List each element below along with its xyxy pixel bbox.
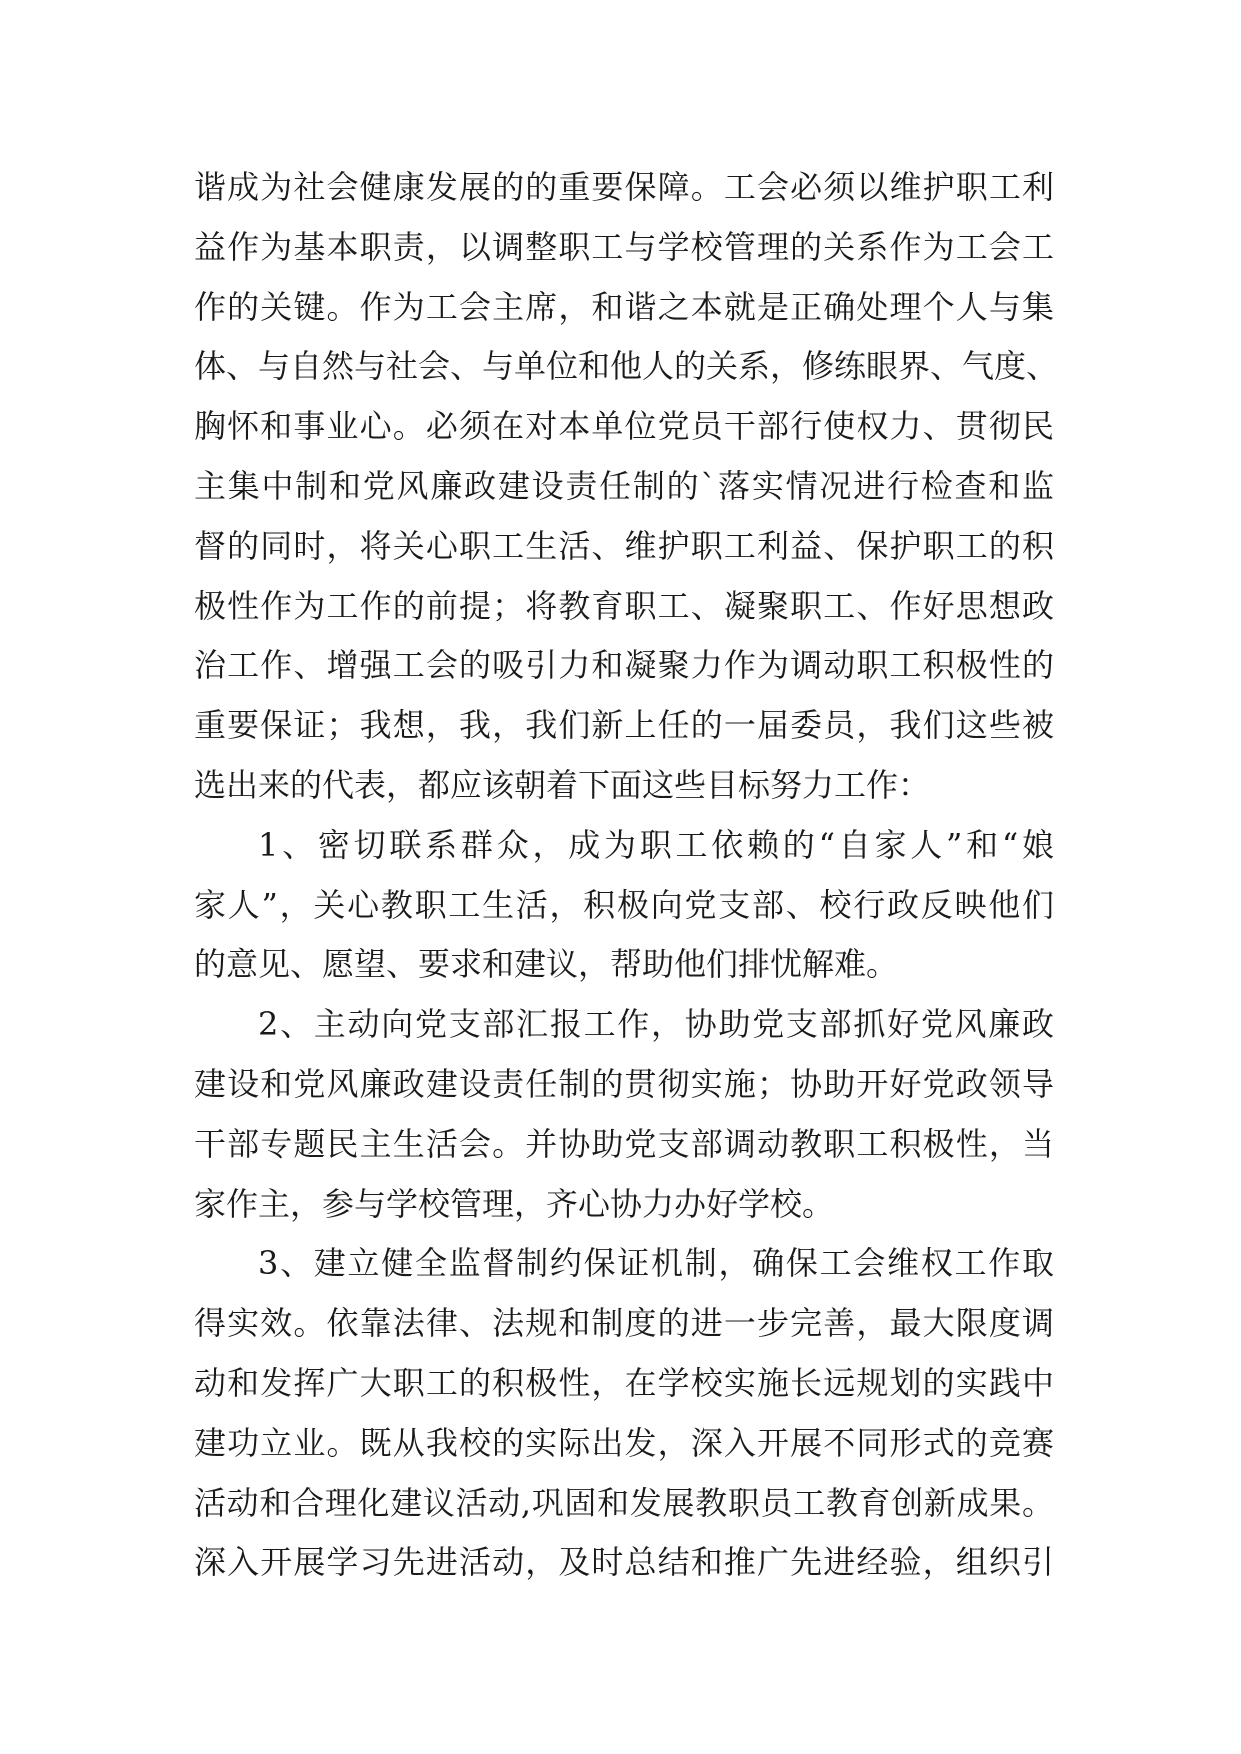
text-line: 治工作、增强工会的吸引力和凝聚力作为调动职工积极性的 (194, 646, 1054, 685)
text-line: 得实效。依靠法律、法规和制度的进一步完善，最大限度调 (194, 1304, 1054, 1343)
text-line: 益作为基本职责，以调整职工与学校管理的关系作为工会工 (194, 227, 1054, 266)
text-line: 主集中制和党风廉政建设责任制的`落实情况进行检查和监 (194, 466, 1054, 505)
text-line: 家作主，参与学校管理，齐心协力办好学校。 (194, 1184, 835, 1223)
text-line: 体、与自然与社会、与单位和他人的关系，修练眼界、气度、 (194, 347, 1059, 386)
text-line: 建功立业。既从我校的实际出发，深入开展不同形式的竞赛 (194, 1423, 1054, 1462)
text-line: 3、建立健全监督制约保证机制，确保工会维权工作取 (258, 1244, 1054, 1283)
text-line: 谐成为社会健康发展的的重要保障。工会必须以维护职工利 (194, 168, 1054, 206)
text-line: 作的关键。作为工会主席，和谐之本就是正确处理个人与集 (194, 287, 1054, 326)
document-body-text (194, 158, 1059, 1593)
text-line: 2、主动向党支部汇报工作，协助党支部抓好党风廉政 (258, 1005, 1054, 1044)
text-line: 深入开展学习先进活动，及时总结和推广先进经验，组织引 (194, 1543, 1054, 1582)
text-line: 极性作为工作的前提；将教育职工、凝聚职工、作好思想政 (194, 586, 1054, 625)
text-line: 督的同时，将关心职工生活、维护职工利益、保护职工的积 (194, 526, 1054, 565)
text-line: 重要保证；我想，我，我们新上任的一届委员，我们这些被 (194, 706, 1054, 745)
text-line: 1、密切联系群众，成为职工依赖的“自家人”和“娘 (258, 825, 1054, 864)
text-line: 建设和党风廉政建设责任制的贯彻实施；协助开好党政领导 (194, 1064, 1054, 1103)
text-line: 选出来的代表，都应该朝着下面这些目标努力工作： (194, 765, 931, 804)
text-line: 家人”，关心教职工生活，积极向党支部、校行政反映他们 (194, 885, 1054, 924)
text-line: 干部专题民主生活会。并协助党支部调动教职工积极性，当 (194, 1124, 1054, 1163)
text-line: 胸怀和事业心。必须在对本单位党员干部行使权力、贯彻民 (194, 407, 1054, 446)
text-line: 动和发挥广大职工的积极性，在学校实施长远规划的实践中 (194, 1363, 1054, 1402)
text-line: 的意见、愿望、要求和建议，帮助他们排忧解难。 (194, 945, 899, 984)
text-line: 活动和合理化建议活动,巩固和发展教职员工教育创新成果。 (194, 1483, 1054, 1522)
